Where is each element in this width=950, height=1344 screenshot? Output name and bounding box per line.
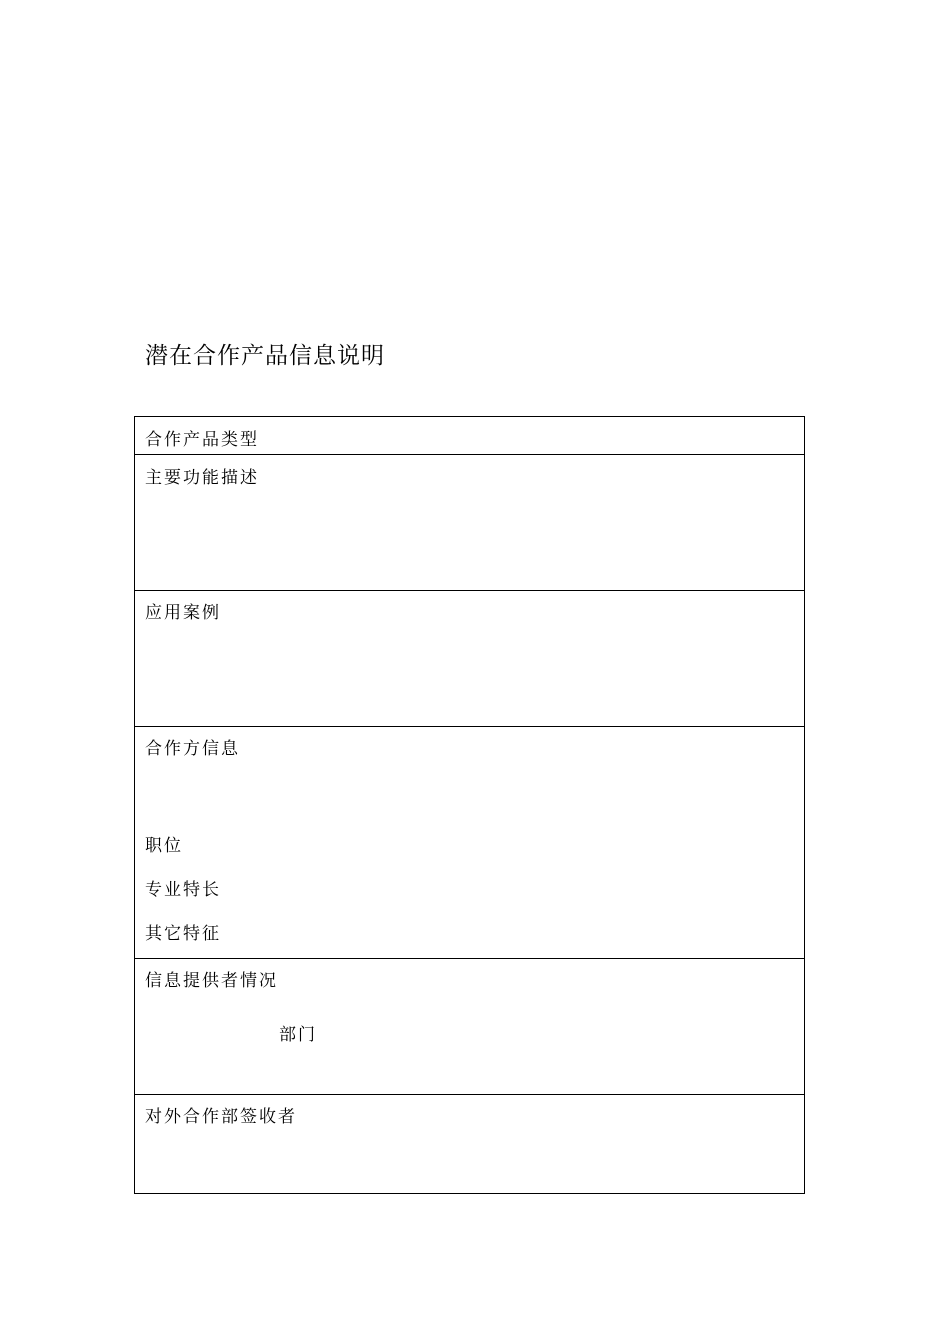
product-type-row [135,417,804,454]
other-features-label: 其它特征 [145,924,221,944]
product-type-label: 合作产品类型 [145,430,259,450]
partner-info-label: 合作方信息 [145,739,240,759]
partner-info-row [135,726,804,958]
application-case-row [135,590,804,726]
position-label: 职位 [145,836,183,856]
function-desc-row [135,454,804,590]
expertise-label: 专业特长 [145,880,221,900]
provider-label: 信息提供者情况 [145,971,278,991]
provider-info-row [135,958,804,1094]
receiver-row [135,1094,804,1193]
page-title: 潜在合作产品信息说明 [145,343,385,369]
application-case-label: 应用案例 [145,603,221,623]
department-label: 部门 [279,1025,317,1045]
function-desc-label: 主要功能描述 [145,468,259,488]
product-info-form [134,416,805,1194]
receiver-label: 对外合作部签收者 [145,1107,297,1127]
